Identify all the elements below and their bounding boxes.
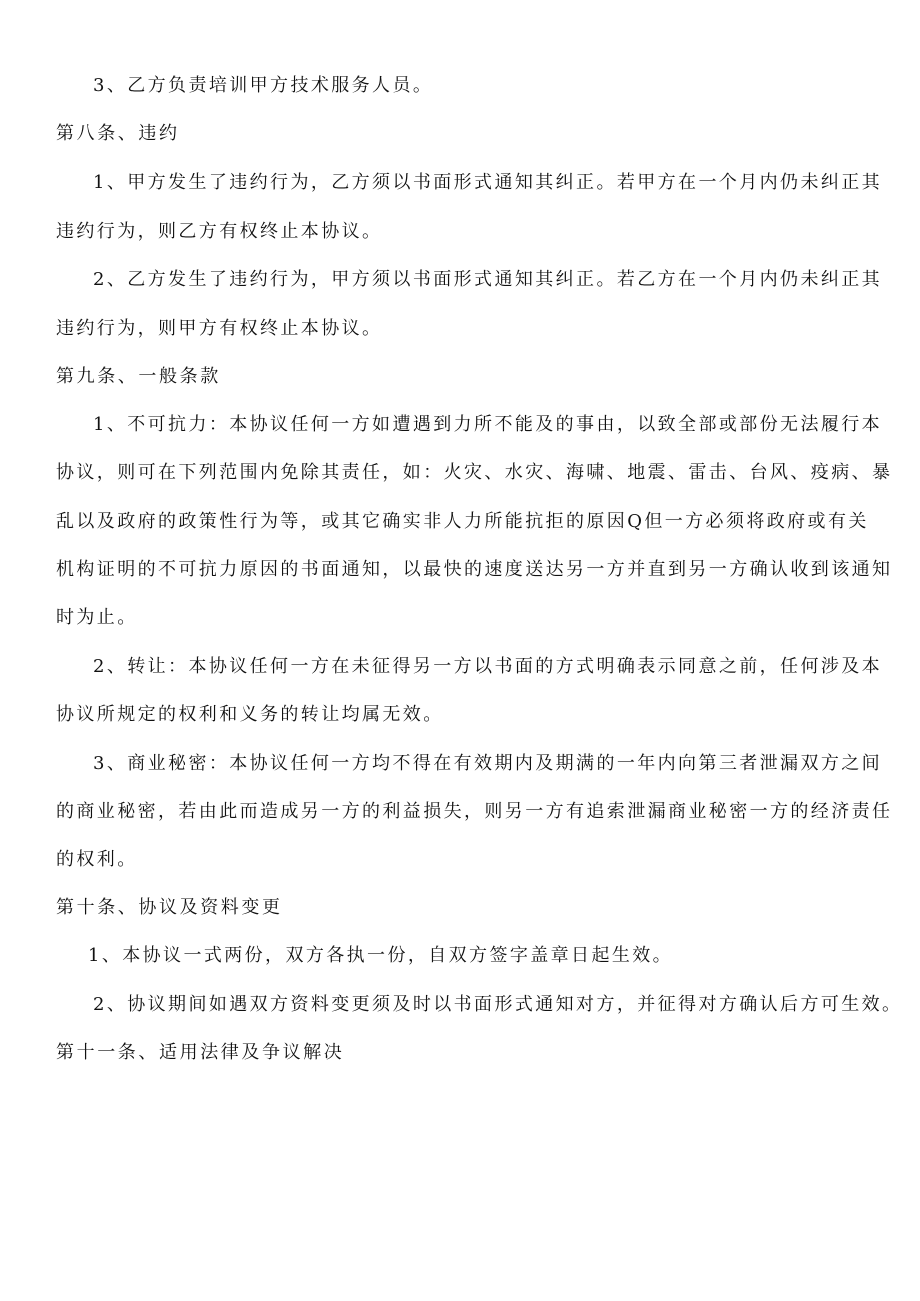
article-9-item-2-line-1: 2、转让：本协议任何一方在未征得另一方以书面的方式明确表示同意之前，任何涉及本 (93, 656, 883, 677)
article-9-item-3-line-1: 3、商业秘密：本协议任何一方均不得在有效期内及期满的一年内向第三者泄漏双方之间 (93, 753, 883, 774)
article-8-item-2-line-1: 2、乙方发生了违约行为，甲方须以书面形式通知其纠正。若乙方在一个月内仍未纠正其 (93, 269, 883, 290)
article-9-item-3-line-2: 的商业秘密，若由此而造成另一方的利益损失，则另一方有追索泄漏商业秘密一方的经济责任 (56, 801, 893, 822)
article-10-item-2: 2、协议期间如遇双方资料变更须及时以书面形式通知对方，并征得对方确认后方可生效。 (93, 994, 903, 1015)
article-10-heading: 第十条、协议及资料变更 (56, 897, 283, 918)
article-8-heading: 第八条、违约 (56, 123, 180, 144)
article-9-item-1-line-2: 协议，则可在下列范围内免除其责任，如：火灾、水灾、海啸、地震、雷击、台风、疫病、暴 (56, 462, 893, 483)
article-9-item-1-line-3: 乱以及政府的政策性行为等，或其它确实非人力所能抗拒的原因Q但一方必须将政府或有关 (56, 511, 869, 532)
article-8-item-2-line-2: 违约行为，则甲方有权终止本协议。 (56, 318, 383, 339)
article-9-item-1-line-4: 机构证明的不可抗力原因的书面通知，以最快的速度送达另一方并直到另一方确认收到该通知 (56, 559, 893, 580)
article-9-item-3-line-3: 的权利。 (56, 849, 138, 870)
article-8-item-1-line-2: 违约行为，则乙方有权终止本协议。 (56, 221, 383, 242)
article-9-item-1-line-1: 1、不可抗力：本协议任何一方如遭遇到力所不能及的事由，以致全部或部份无法履行本 (93, 414, 883, 435)
article-9-item-1-line-5: 时为止。 (56, 607, 138, 628)
article-10-item-1: 1、本协议一式两份，双方各执一份，自双方签字盖章日起生效。 (88, 945, 674, 966)
article-11-heading: 第十一条、适用法律及争议解决 (56, 1042, 345, 1063)
article-8-item-1-line-1: 1、甲方发生了违约行为，乙方须以书面形式通知其纠正。若甲方在一个月内仍未纠正其 (93, 172, 883, 193)
article-9-heading: 第九条、一般条款 (56, 366, 221, 387)
article-9-item-2-line-2: 协议所规定的权利和义务的转让均属无效。 (56, 704, 444, 725)
clause-7-item-3: 3、乙方负责培训甲方技术服务人员。 (93, 75, 434, 96)
